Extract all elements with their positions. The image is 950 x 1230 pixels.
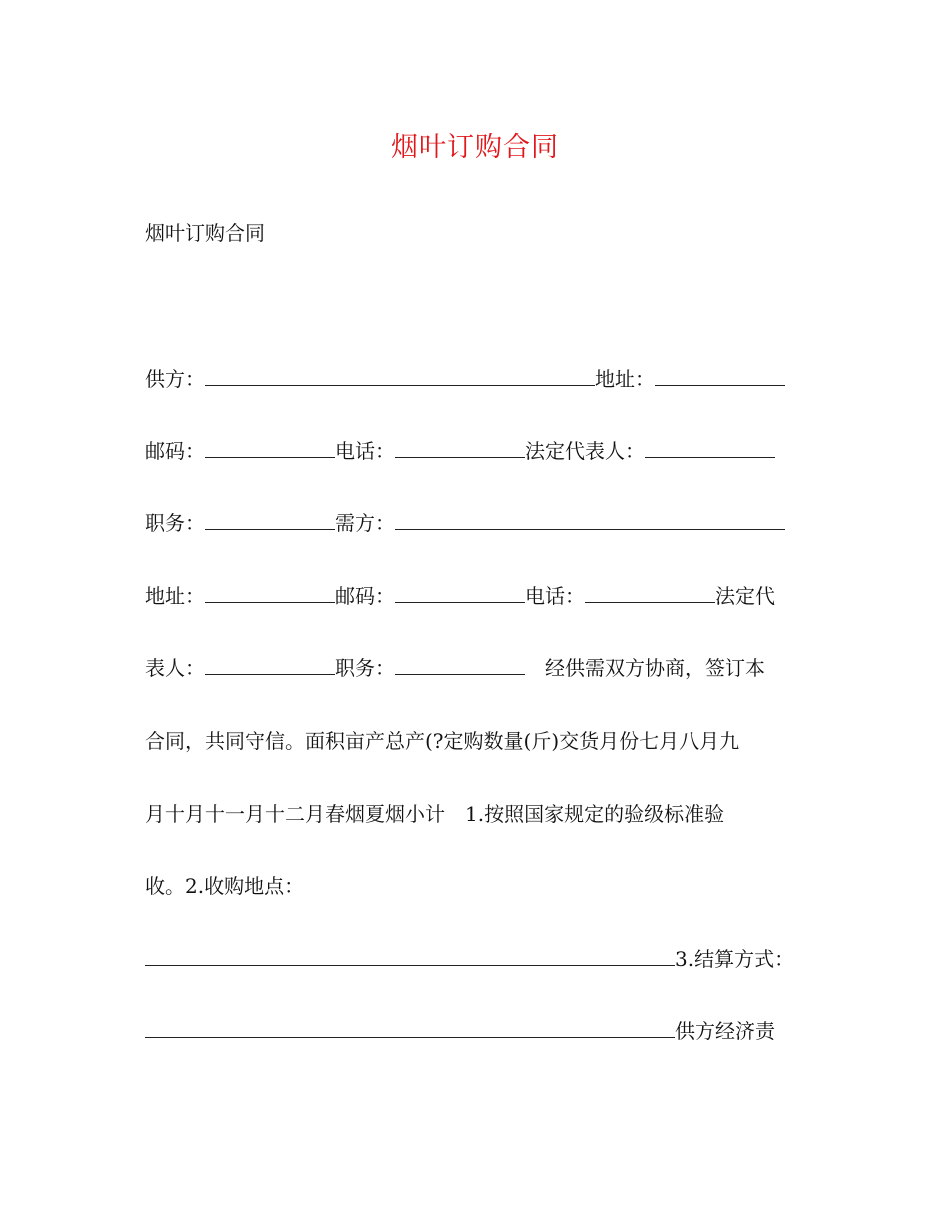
buyer-legal-rep-label-part: 法定代: [715, 584, 775, 608]
buyer-label: 需方：: [335, 511, 395, 535]
position-blank[interactable]: [205, 507, 335, 530]
supplier-address-blank[interactable]: [655, 363, 785, 386]
legal-rep-label: 法定代表人：: [525, 439, 645, 463]
body-text: 月十月十一月十二月春烟夏烟小计 1.按照国家规定的验级标准验: [145, 802, 725, 826]
buyer-position-label: 职务：: [335, 656, 395, 680]
buyer-legal-rep-label-rest: 表人：: [145, 656, 205, 680]
contract-body-line-3: [145, 869, 795, 903]
settlement-label: 3.结算方式：: [675, 947, 795, 971]
buyer-address-blank[interactable]: [205, 580, 335, 603]
supplier-address-label: 地址：: [595, 367, 655, 391]
buyer-phone-blank[interactable]: [585, 580, 715, 603]
phone-blank[interactable]: [395, 435, 525, 458]
phone-label: 电话：: [335, 439, 395, 463]
buyer-postcode-blank[interactable]: [395, 580, 525, 603]
contract-line-supplier: [145, 362, 795, 396]
purchase-location-blank[interactable]: [145, 943, 675, 966]
contract-line-buyer-rep: [145, 651, 795, 685]
liability-text: 供方经济责: [675, 1019, 775, 1043]
settlement-blank[interactable]: [145, 1015, 675, 1038]
contract-line-purchase-location: [145, 942, 795, 976]
body-text: 合同，共同守信。面积亩产总产(?定购数量(斤)交货月份七月八月九: [145, 729, 740, 753]
contract-body-line-2: [145, 797, 795, 831]
buyer-legal-rep-blank[interactable]: [205, 652, 335, 675]
buyer-phone-label: 电话：: [525, 584, 585, 608]
buyer-address-label: 地址：: [145, 584, 205, 608]
buyer-position-blank[interactable]: [395, 652, 525, 675]
position-label: 职务：: [145, 511, 205, 535]
postcode-blank[interactable]: [205, 435, 335, 458]
contract-line-buyer-contact: [145, 579, 795, 613]
postcode-label: 邮码：: [145, 439, 205, 463]
supplier-blank[interactable]: [205, 363, 595, 386]
body-text: 收。2.收购地点：: [145, 874, 305, 898]
document-subtitle: 烟叶订购合同: [145, 221, 265, 245]
supplier-label: 供方：: [145, 367, 205, 391]
agreement-text: 经供需双方协商，签订本: [545, 656, 765, 680]
contract-line-settlement: [145, 1014, 795, 1048]
contract-line-buyer: [145, 506, 795, 540]
contract-body-line-1: [145, 724, 795, 758]
contract-line-supplier-contact: [145, 434, 795, 468]
document-title: 烟叶订购合同: [391, 132, 559, 163]
buyer-blank[interactable]: [395, 507, 785, 530]
buyer-postcode-label: 邮码：: [335, 584, 395, 608]
legal-rep-blank[interactable]: [645, 435, 775, 458]
